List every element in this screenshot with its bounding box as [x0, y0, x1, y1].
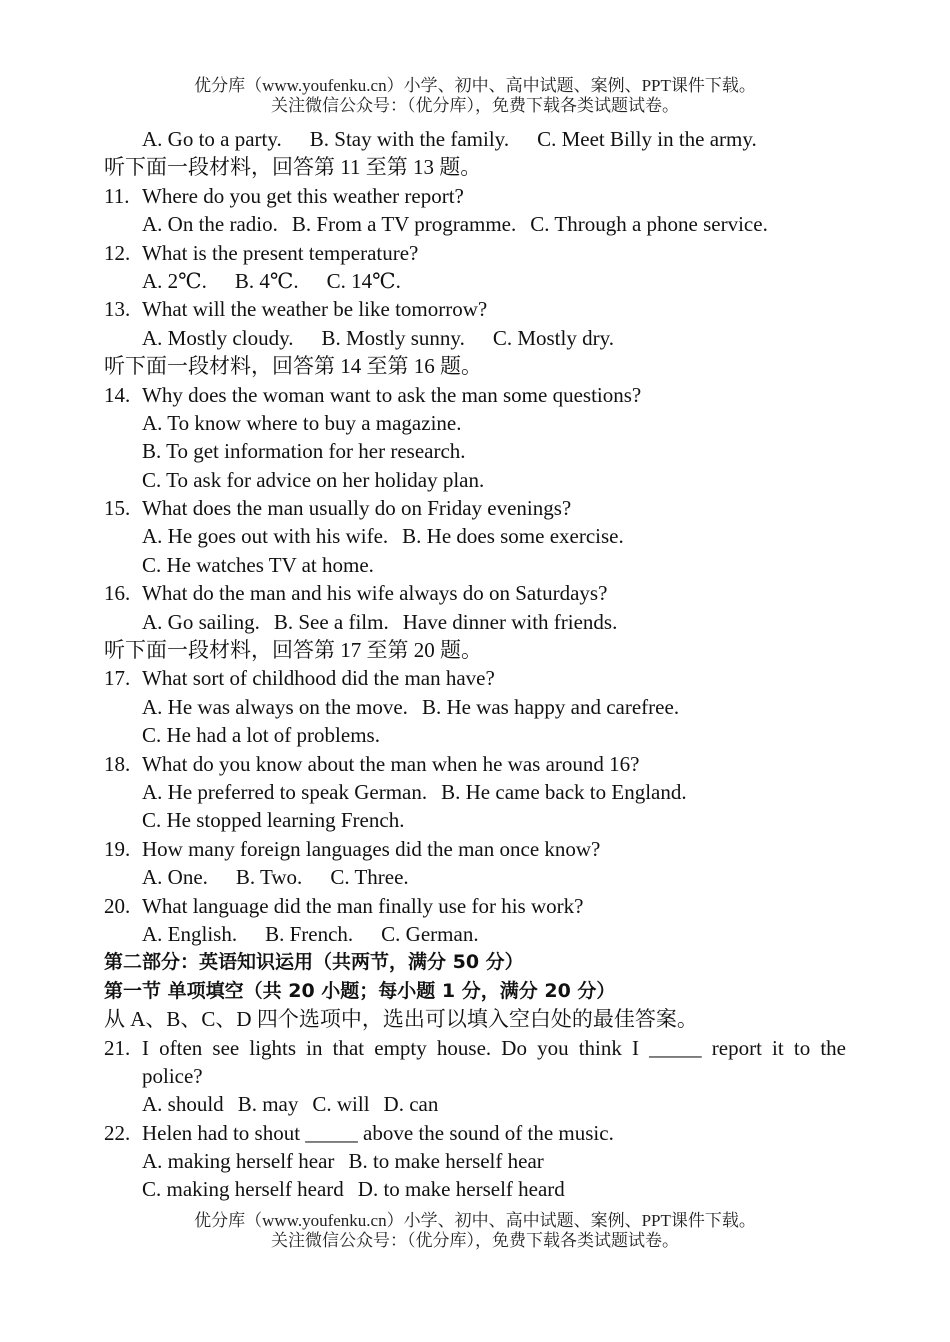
q21-options	[142, 1090, 950, 1118]
section-instruction: 听下面一段材料，回答第 11 至第 13 题。	[104, 155, 482, 180]
q12-options	[142, 267, 950, 295]
option-a: A. One.	[142, 865, 208, 890]
option-b: B. may	[237, 1092, 299, 1117]
part2-title: 第二部分：英语知识运用（共两节，满分 50 分）	[104, 951, 524, 974]
option-c: C. Mostly dry.	[492, 325, 614, 350]
option-c: C. will	[312, 1092, 370, 1117]
q11-options	[142, 210, 950, 238]
question-text: I often see lights in that empty house. Do you think I _____ report it to the	[142, 1035, 846, 1060]
question-number: 11.	[104, 183, 130, 208]
section-instruction: 听下面一段材料，回答第 17 至第 20 题。	[104, 638, 482, 663]
question-14	[104, 381, 950, 409]
question-12	[104, 239, 950, 267]
question-number: 16.	[104, 581, 131, 606]
question-16	[104, 579, 950, 607]
question-text: What does the man usually do on Friday evenings?	[142, 496, 572, 521]
part2-instruction: 从 A、B、C、D 四个选项中，选出可以填入空白处的最佳答案。	[104, 1007, 698, 1032]
question-text: Where do you get this weather report?	[142, 183, 464, 208]
question-15	[104, 494, 950, 522]
option-b: B. 4℃.	[234, 268, 299, 293]
option-a: A. On the radio.	[142, 212, 278, 237]
option-d: D. can	[383, 1092, 439, 1117]
option-b: B. From a TV programme.	[291, 212, 517, 237]
question-21-continued: police?	[142, 1063, 203, 1088]
q20-options	[142, 920, 950, 948]
question-text: How many foreign languages did the man once know?	[142, 836, 601, 861]
question-text: What do the man and his wife always do on Saturdays?	[142, 581, 608, 606]
question-text: What is the present temperature?	[142, 240, 419, 265]
option-a: A. Go to a party.	[142, 127, 282, 151]
option-c: C. 14℃.	[326, 268, 401, 293]
option-a: A. He was always on the move.	[142, 694, 408, 719]
q19-options	[142, 863, 950, 891]
q14-option-c: C. To ask for advice on her holiday plan.	[142, 467, 485, 492]
question-number: 12.	[104, 240, 131, 265]
option-c: C. Through a phone service.	[530, 212, 768, 237]
q16-options	[142, 608, 950, 636]
q10-options	[142, 125, 950, 153]
option-b: B. Mostly sunny.	[321, 325, 465, 350]
option-b: B. Stay with the family.	[309, 127, 510, 151]
question-22	[104, 1119, 950, 1147]
question-text: What will the weather be like tomorrow?	[142, 297, 488, 322]
question-20	[104, 892, 950, 920]
option-b: B. French.	[265, 921, 354, 946]
q17-option-c: C. He had a lot of problems.	[142, 723, 380, 748]
option-b: B. He does some exercise.	[402, 524, 624, 549]
option-a: A. should	[142, 1092, 224, 1117]
question-text: What sort of childhood did the man have?	[142, 666, 495, 691]
q15-options	[142, 522, 950, 550]
option-a: A. English.	[142, 921, 238, 946]
page-footer	[0, 1211, 950, 1251]
question-21	[104, 1034, 950, 1062]
q18-options	[142, 778, 950, 806]
page-header	[0, 76, 950, 116]
q22-options-ab	[142, 1147, 950, 1175]
q14-option-b: B. To get information for her research.	[142, 439, 466, 464]
part2-section1-title: 第一节 单项填空（共 20 小题；每小题 1 分，满分 20 分）	[104, 979, 616, 1002]
q17-options	[142, 693, 950, 721]
question-number: 19.	[104, 836, 131, 861]
option-c: Have dinner with friends.	[402, 609, 618, 634]
question-number: 22.	[104, 1120, 131, 1145]
option-b: B. He came back to England.	[441, 779, 687, 804]
option-c: C. Meet Billy in the army.	[537, 127, 757, 151]
header-line-2: 关注微信公众号：（优分库），免费下载各类试题试卷。	[271, 96, 679, 115]
footer-line-2: 关注微信公众号：（优分库），免费下载各类试题试卷。	[271, 1231, 679, 1250]
q22-options-cd	[142, 1175, 950, 1203]
q13-options	[142, 324, 950, 352]
option-a: A. He goes out with his wife.	[142, 524, 389, 549]
footer-line-1: 优分库（www.youfenku.cn）小学、初中、高中试题、案例、PPT课件下载。	[194, 1211, 756, 1230]
option-b: B. Two.	[235, 865, 303, 890]
question-text: Helen had to shout _____ above the sound of the music.	[142, 1120, 614, 1145]
q14-option-a: A. To know where to buy a magazine.	[142, 410, 462, 435]
option-b: B. to make herself hear	[348, 1149, 544, 1174]
question-13	[104, 295, 950, 323]
exam-content	[0, 125, 950, 1204]
question-number: 13.	[104, 297, 131, 322]
question-number: 15.	[104, 496, 131, 521]
question-number: 18.	[104, 751, 131, 776]
option-a: A. 2℃.	[142, 268, 207, 293]
question-17	[104, 664, 950, 692]
question-number: 17.	[104, 666, 131, 691]
option-a: A. Mostly cloudy.	[142, 325, 294, 350]
question-number: 20.	[104, 893, 131, 918]
option-d: D. to make herself heard	[357, 1177, 565, 1202]
question-18	[104, 750, 950, 778]
option-c: C. Three.	[330, 865, 409, 890]
option-a: A. He preferred to speak German.	[142, 779, 428, 804]
question-number: 21.	[104, 1035, 131, 1060]
question-19	[104, 835, 950, 863]
section-instruction: 听下面一段材料，回答第 14 至第 16 题。	[104, 354, 482, 379]
question-text: What language did the man finally use for his work?	[142, 893, 584, 918]
question-text: Why does the woman want to ask the man some questions?	[142, 382, 642, 407]
option-a: A. Go sailing.	[142, 609, 260, 634]
q15-option-c: C. He watches TV at home.	[142, 552, 374, 577]
question-text: What do you know about the man when he was around 16?	[142, 751, 640, 776]
question-11	[104, 182, 950, 210]
option-b: B. See a film.	[273, 609, 389, 634]
question-number: 14.	[104, 382, 131, 407]
option-c: C. German.	[381, 921, 479, 946]
option-c: C. making herself heard	[142, 1177, 344, 1202]
q18-option-c: C. He stopped learning French.	[142, 808, 405, 833]
header-line-1: 优分库（www.youfenku.cn）小学、初中、高中试题、案例、PPT课件下载。	[194, 76, 756, 95]
option-b: B. He was happy and carefree.	[421, 694, 680, 719]
option-a: A. making herself hear	[142, 1149, 335, 1174]
